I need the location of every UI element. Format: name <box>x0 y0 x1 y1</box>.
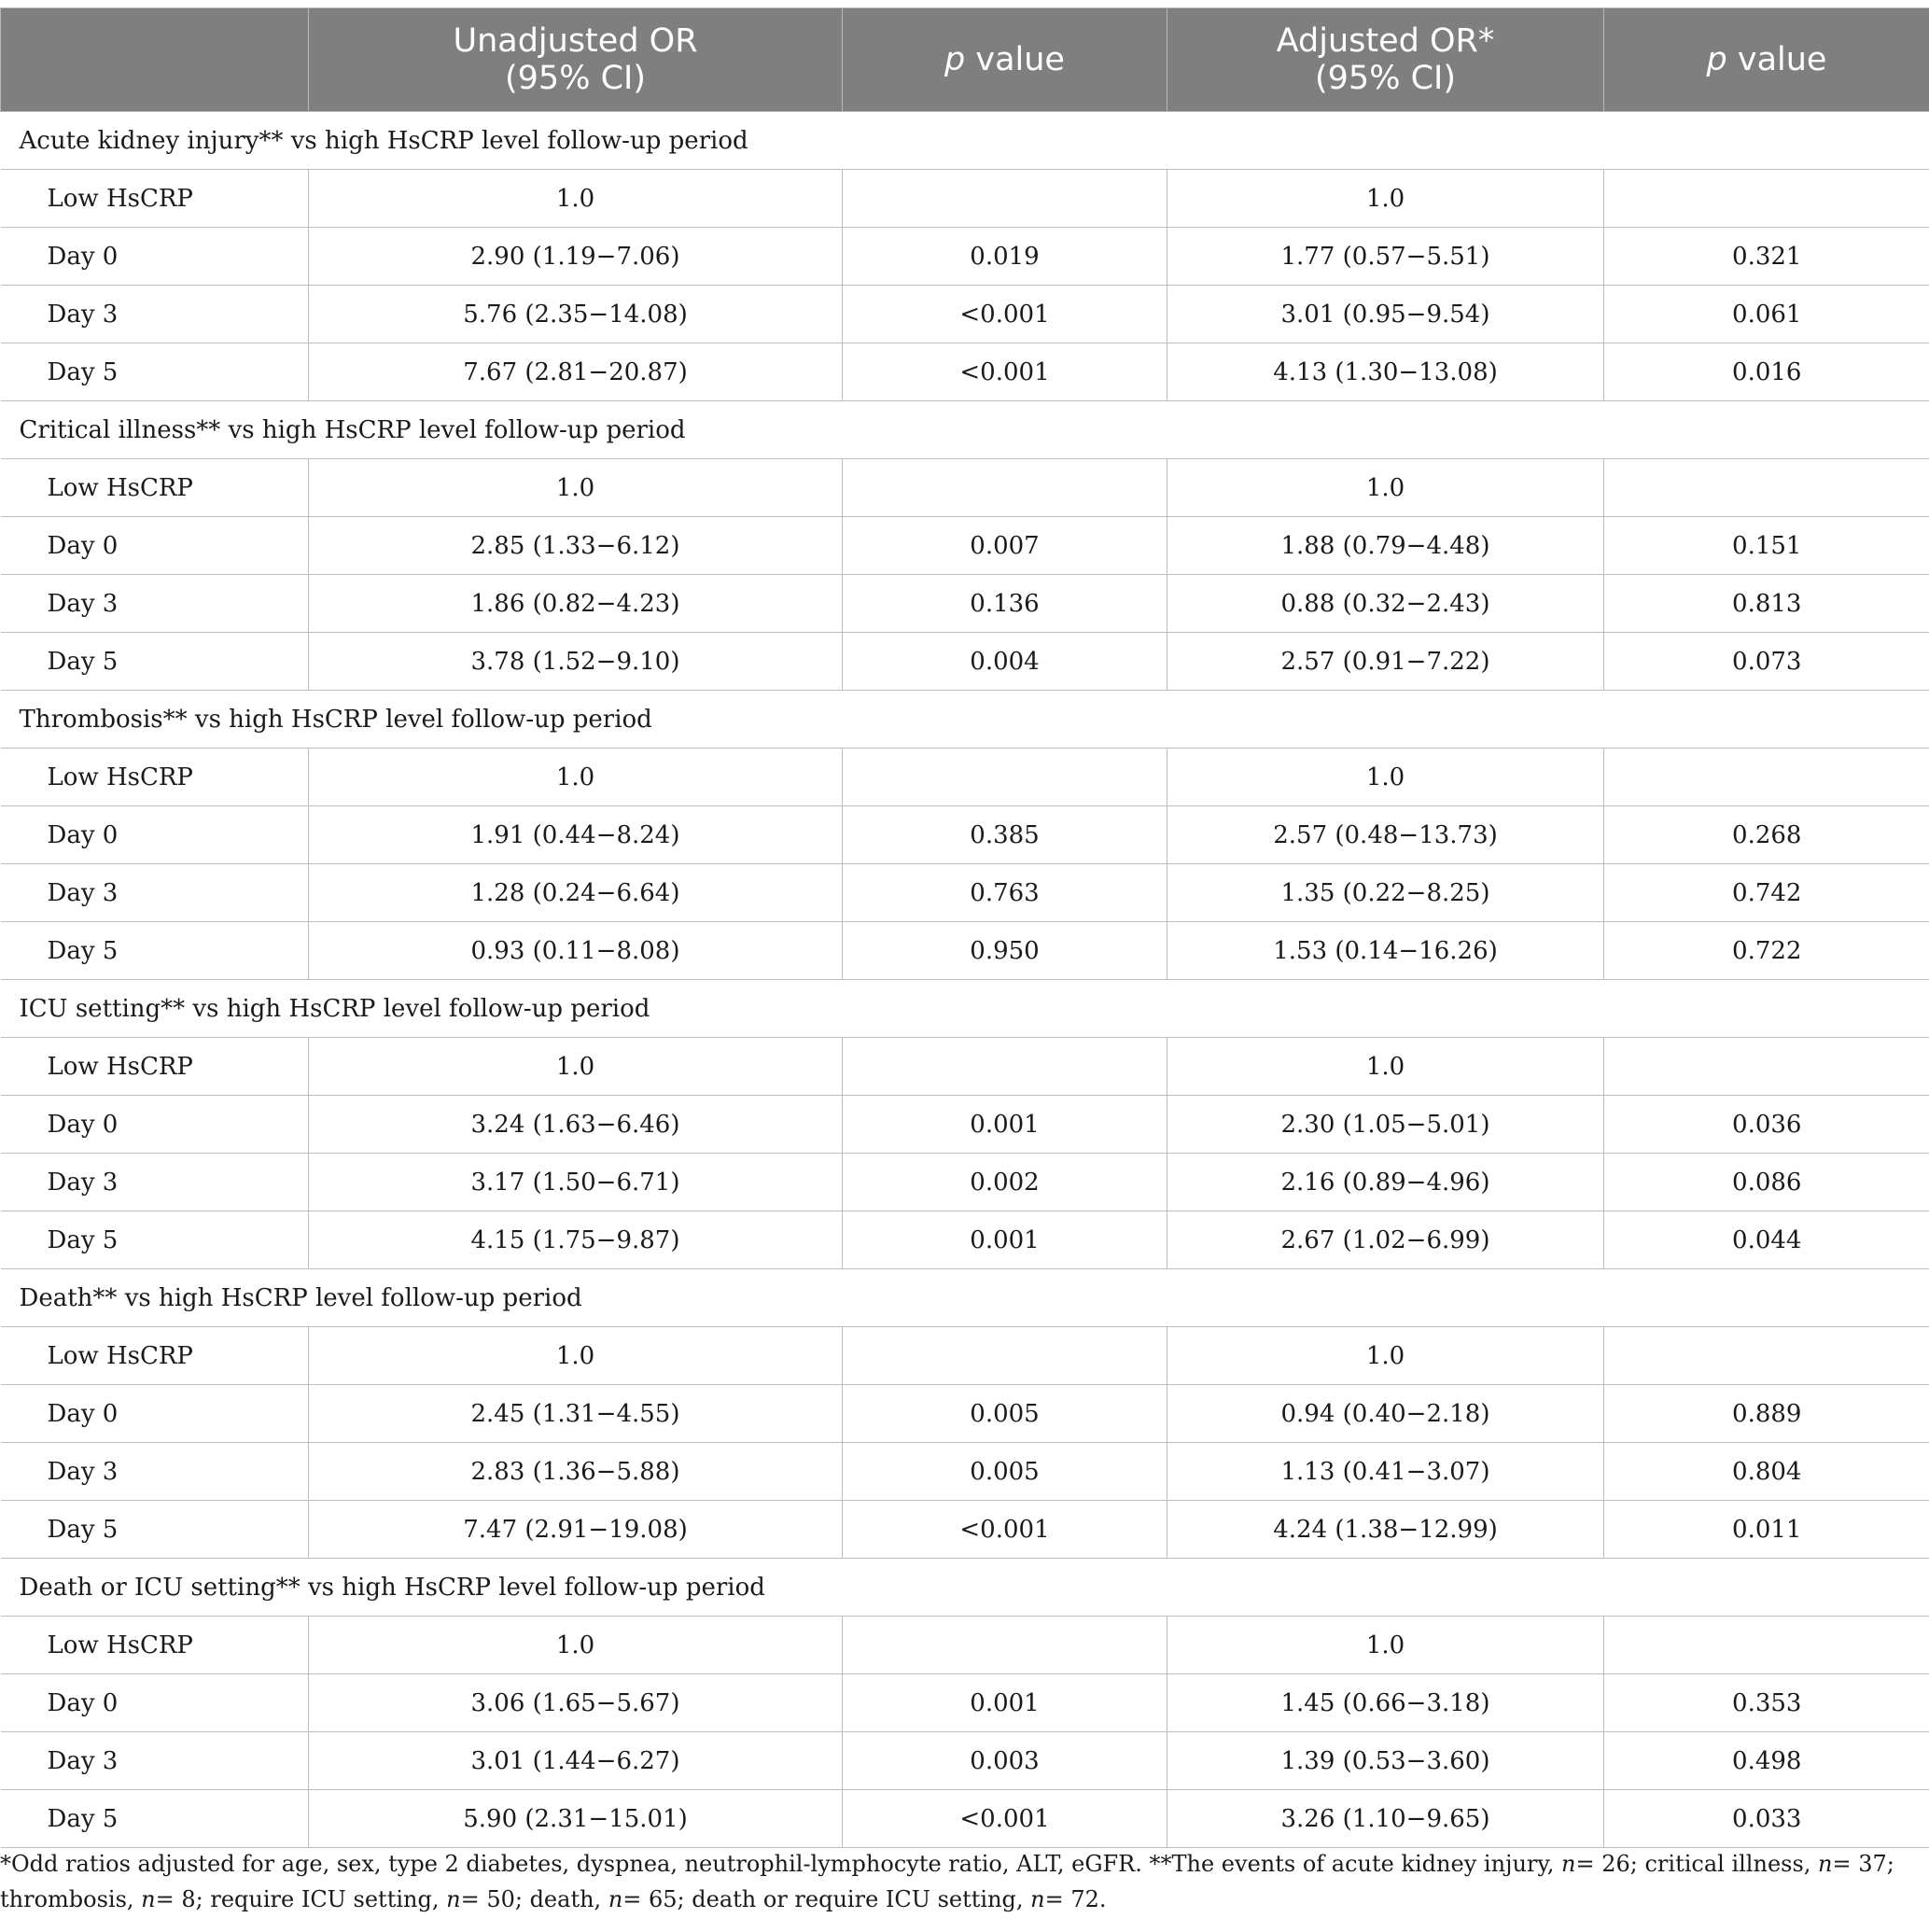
table-row <box>1 806 1929 864</box>
footnote-text: = 8; require ICU setting, <box>155 1886 447 1912</box>
unadjusted-p-value-cell: 0.950 <box>843 922 1167 980</box>
footnote-text: = 50; death, <box>460 1886 608 1912</box>
adjusted-p-value-cell <box>1604 1617 1929 1674</box>
table-row <box>1 170 1929 228</box>
unadjusted-p-value-cell: <0.001 <box>843 286 1167 343</box>
unadjusted-or-cell: 1.0 <box>309 1617 843 1674</box>
table-row <box>1 1443 1929 1501</box>
adjusted-p-value-cell: 0.353 <box>1604 1674 1929 1732</box>
section-title: Death or ICU setting** vs high HsCRP level follow-up period <box>1 1559 1929 1617</box>
table-row <box>1 864 1929 922</box>
row-label: Day 5 <box>1 1790 309 1848</box>
adjusted-or-cell: 1.0 <box>1167 749 1604 806</box>
adjusted-p-value-cell <box>1604 170 1929 228</box>
table-row <box>1 1790 1929 1848</box>
footnote-text: n <box>1030 1886 1045 1912</box>
adjusted-or-cell: 3.01 (0.95−9.54) <box>1167 286 1604 343</box>
section-title: Thrombosis** vs high HsCRP level follow-up period <box>1 691 1929 749</box>
unadjusted-p-value-cell: 0.385 <box>843 806 1167 864</box>
row-label: Low HsCRP <box>1 1617 309 1674</box>
table-container <box>0 7 1929 1848</box>
footnote-text: = 65; death or require ICU setting, <box>622 1886 1031 1912</box>
unadjusted-p-value-cell: 0.001 <box>843 1096 1167 1154</box>
adjusted-or-cell: 1.88 (0.79−4.48) <box>1167 517 1604 575</box>
unadjusted-p-value-cell: 0.763 <box>843 864 1167 922</box>
adjusted-or-cell: 1.0 <box>1167 459 1604 517</box>
row-label: Low HsCRP <box>1 170 309 228</box>
adjusted-p-value-cell: 0.016 <box>1604 343 1929 401</box>
section-header-row <box>1 112 1929 170</box>
adjusted-p-value-cell: 0.813 <box>1604 575 1929 633</box>
table-row <box>1 575 1929 633</box>
unadjusted-p-value-cell: 0.001 <box>843 1674 1167 1732</box>
header-label-column <box>1 8 309 112</box>
row-label: Day 5 <box>1 633 309 691</box>
header-adjusted-line1: Adjusted OR* <box>1276 22 1495 60</box>
adjusted-p-value-cell: 0.498 <box>1604 1732 1929 1790</box>
row-label: Day 0 <box>1 1674 309 1732</box>
table-row <box>1 922 1929 980</box>
table-row <box>1 749 1929 806</box>
adjusted-p-value-cell: 0.033 <box>1604 1790 1929 1848</box>
table-row <box>1 633 1929 691</box>
unadjusted-p-value-cell: 0.019 <box>843 228 1167 286</box>
footnote-text: n <box>608 1886 623 1912</box>
unadjusted-or-cell: 2.45 (1.31−4.55) <box>309 1385 843 1443</box>
unadjusted-or-cell: 2.90 (1.19−7.06) <box>309 228 843 286</box>
adjusted-or-cell: 3.26 (1.10−9.65) <box>1167 1790 1604 1848</box>
adjusted-or-cell: 1.0 <box>1167 170 1604 228</box>
unadjusted-p-value-cell <box>843 459 1167 517</box>
footnote-text: = 72. <box>1044 1886 1107 1912</box>
section-title: ICU setting** vs high HsCRP level follow-up period <box>1 980 1929 1038</box>
footnote-text: n <box>1561 1851 1576 1877</box>
adjusted-or-cell: 1.77 (0.57−5.51) <box>1167 228 1604 286</box>
table-row <box>1 1211 1929 1269</box>
unadjusted-or-cell: 3.78 (1.52−9.10) <box>309 633 843 691</box>
adjusted-p-value-cell: 0.742 <box>1604 864 1929 922</box>
section-header-row <box>1 691 1929 749</box>
header-p1-italic: p <box>944 41 966 78</box>
table-header <box>1 8 1929 112</box>
row-label: Day 0 <box>1 806 309 864</box>
unadjusted-p-value-cell: <0.001 <box>843 343 1167 401</box>
adjusted-p-value-cell <box>1604 459 1929 517</box>
adjusted-or-cell: 1.53 (0.14−16.26) <box>1167 922 1604 980</box>
unadjusted-or-cell: 1.91 (0.44−8.24) <box>309 806 843 864</box>
adjusted-p-value-cell <box>1604 1327 1929 1385</box>
unadjusted-or-cell: 7.47 (2.91−19.08) <box>309 1501 843 1559</box>
unadjusted-or-cell: 5.76 (2.35−14.08) <box>309 286 843 343</box>
adjusted-p-value-cell: 0.321 <box>1604 228 1929 286</box>
row-label: Day 0 <box>1 228 309 286</box>
adjusted-or-cell: 1.45 (0.66−3.18) <box>1167 1674 1604 1732</box>
adjusted-or-cell: 2.30 (1.05−5.01) <box>1167 1096 1604 1154</box>
adjusted-p-value-cell <box>1604 749 1929 806</box>
footnote-text: = 37; thrombosis, <box>0 1851 1894 1912</box>
header-adjusted-line2: (95% CI) <box>1315 60 1456 97</box>
unadjusted-p-value-cell: <0.001 <box>843 1501 1167 1559</box>
adjusted-or-cell: 2.57 (0.48−13.73) <box>1167 806 1604 864</box>
unadjusted-or-cell: 1.0 <box>309 459 843 517</box>
header-row <box>1 8 1929 112</box>
adjusted-p-value-cell: 0.889 <box>1604 1385 1929 1443</box>
table-footnote <box>0 1846 1913 1917</box>
header-p2-rest: value <box>1726 41 1827 78</box>
unadjusted-or-cell: 1.0 <box>309 749 843 806</box>
adjusted-or-cell: 1.0 <box>1167 1617 1604 1674</box>
unadjusted-p-value-cell <box>843 1617 1167 1674</box>
adjusted-p-value-cell: 0.804 <box>1604 1443 1929 1501</box>
table-row <box>1 1501 1929 1559</box>
section-title: Death** vs high HsCRP level follow-up period <box>1 1269 1929 1327</box>
adjusted-or-cell: 1.39 (0.53−3.60) <box>1167 1732 1604 1790</box>
unadjusted-or-cell: 5.90 (2.31−15.01) <box>309 1790 843 1848</box>
unadjusted-or-cell: 1.86 (0.82−4.23) <box>309 575 843 633</box>
adjusted-or-cell: 2.67 (1.02−6.99) <box>1167 1211 1604 1269</box>
unadjusted-p-value-cell: 0.003 <box>843 1732 1167 1790</box>
table-row <box>1 1617 1929 1674</box>
adjusted-p-value-cell: 0.061 <box>1604 286 1929 343</box>
adjusted-or-cell: 2.57 (0.91−7.22) <box>1167 633 1604 691</box>
adjusted-p-value-cell: 0.011 <box>1604 1501 1929 1559</box>
unadjusted-p-value-cell <box>843 1038 1167 1096</box>
adjusted-or-cell: 1.0 <box>1167 1038 1604 1096</box>
footnote-text: n <box>141 1886 156 1912</box>
unadjusted-p-value-cell: 0.005 <box>843 1443 1167 1501</box>
footnote-text: n <box>1818 1851 1833 1877</box>
table-row <box>1 1038 1929 1096</box>
adjusted-p-value-cell: 0.044 <box>1604 1211 1929 1269</box>
unadjusted-or-cell: 1.0 <box>309 1038 843 1096</box>
header-p2-italic: p <box>1706 41 1727 78</box>
header-unadjusted-or <box>309 8 843 112</box>
table-row <box>1 343 1929 401</box>
row-label: Day 0 <box>1 517 309 575</box>
adjusted-or-cell: 4.13 (1.30−13.08) <box>1167 343 1604 401</box>
unadjusted-p-value-cell: 0.136 <box>843 575 1167 633</box>
table-row <box>1 228 1929 286</box>
table-row <box>1 1096 1929 1154</box>
section-title: Acute kidney injury** vs high HsCRP level follow-up period <box>1 112 1929 170</box>
row-label: Day 5 <box>1 343 309 401</box>
section-title: Critical illness** vs high HsCRP level follow-up period <box>1 401 1929 459</box>
row-label: Day 3 <box>1 286 309 343</box>
unadjusted-or-cell: 2.83 (1.36−5.88) <box>309 1443 843 1501</box>
unadjusted-p-value-cell <box>843 749 1167 806</box>
row-label: Day 3 <box>1 1154 309 1211</box>
adjusted-or-cell: 4.24 (1.38−12.99) <box>1167 1501 1604 1559</box>
unadjusted-p-value-cell: <0.001 <box>843 1790 1167 1848</box>
row-label: Day 3 <box>1 1443 309 1501</box>
unadjusted-p-value-cell: 0.004 <box>843 633 1167 691</box>
adjusted-or-cell: 1.13 (0.41−3.07) <box>1167 1443 1604 1501</box>
adjusted-p-value-cell: 0.036 <box>1604 1096 1929 1154</box>
footnote-text: = 26; critical illness, <box>1575 1851 1819 1877</box>
unadjusted-or-cell: 3.24 (1.63−6.46) <box>309 1096 843 1154</box>
unadjusted-or-cell: 3.06 (1.65−5.67) <box>309 1674 843 1732</box>
row-label: Day 3 <box>1 864 309 922</box>
adjusted-or-cell: 1.35 (0.22−8.25) <box>1167 864 1604 922</box>
row-label: Low HsCRP <box>1 1327 309 1385</box>
adjusted-or-cell: 0.88 (0.32−2.43) <box>1167 575 1604 633</box>
row-label: Day 5 <box>1 1211 309 1269</box>
adjusted-or-cell: 1.0 <box>1167 1327 1604 1385</box>
unadjusted-p-value-cell <box>843 1327 1167 1385</box>
table-row <box>1 517 1929 575</box>
adjusted-p-value-cell: 0.086 <box>1604 1154 1929 1211</box>
header-p-value-1 <box>843 8 1167 112</box>
unadjusted-p-value-cell: 0.001 <box>843 1211 1167 1269</box>
row-label: Day 0 <box>1 1096 309 1154</box>
table-row <box>1 1732 1929 1790</box>
section-header-row <box>1 980 1929 1038</box>
adjusted-p-value-cell: 0.151 <box>1604 517 1929 575</box>
unadjusted-or-cell: 2.85 (1.33−6.12) <box>309 517 843 575</box>
unadjusted-or-cell: 4.15 (1.75−9.87) <box>309 1211 843 1269</box>
unadjusted-or-cell: 1.0 <box>309 1327 843 1385</box>
section-header-row <box>1 401 1929 459</box>
adjusted-or-cell: 0.94 (0.40−2.18) <box>1167 1385 1604 1443</box>
adjusted-p-value-cell: 0.268 <box>1604 806 1929 864</box>
table-row <box>1 286 1929 343</box>
table-row <box>1 459 1929 517</box>
header-unadjusted-line2: (95% CI) <box>505 60 646 97</box>
table-row <box>1 1327 1929 1385</box>
header-adjusted-or <box>1167 8 1604 112</box>
unadjusted-p-value-cell: 0.007 <box>843 517 1167 575</box>
unadjusted-or-cell: 3.01 (1.44−6.27) <box>309 1732 843 1790</box>
odds-ratio-table <box>0 7 1929 1848</box>
header-p1-rest: value <box>965 41 1065 78</box>
section-header-row <box>1 1559 1929 1617</box>
unadjusted-or-cell: 1.0 <box>309 170 843 228</box>
unadjusted-p-value-cell: 0.005 <box>843 1385 1167 1443</box>
unadjusted-or-cell: 1.28 (0.24−6.64) <box>309 864 843 922</box>
unadjusted-or-cell: 3.17 (1.50−6.71) <box>309 1154 843 1211</box>
table-row <box>1 1154 1929 1211</box>
row-label: Day 5 <box>1 1501 309 1559</box>
footnote-text: *Odd ratios adjusted for age, sex, type 2 diabetes, dyspnea, neutrophil-lymphocyte ratio, ALT, eGFR. **The events of acute kidney injury, <box>0 1851 1562 1877</box>
footnote-text: n <box>446 1886 461 1912</box>
unadjusted-or-cell: 7.67 (2.81−20.87) <box>309 343 843 401</box>
unadjusted-p-value-cell: 0.002 <box>843 1154 1167 1211</box>
row-label: Low HsCRP <box>1 749 309 806</box>
header-unadjusted-line1: Unadjusted OR <box>453 22 698 60</box>
adjusted-p-value-cell <box>1604 1038 1929 1096</box>
unadjusted-p-value-cell <box>843 170 1167 228</box>
adjusted-p-value-cell: 0.722 <box>1604 922 1929 980</box>
section-header-row <box>1 1269 1929 1327</box>
table-row <box>1 1385 1929 1443</box>
table-body <box>1 112 1929 1848</box>
row-label: Low HsCRP <box>1 459 309 517</box>
adjusted-or-cell: 2.16 (0.89−4.96) <box>1167 1154 1604 1211</box>
row-label: Day 0 <box>1 1385 309 1443</box>
row-label: Low HsCRP <box>1 1038 309 1096</box>
unadjusted-or-cell: 0.93 (0.11−8.08) <box>309 922 843 980</box>
row-label: Day 3 <box>1 575 309 633</box>
header-p-value-2 <box>1604 8 1929 112</box>
table-row <box>1 1674 1929 1732</box>
row-label: Day 3 <box>1 1732 309 1790</box>
adjusted-p-value-cell: 0.073 <box>1604 633 1929 691</box>
row-label: Day 5 <box>1 922 309 980</box>
